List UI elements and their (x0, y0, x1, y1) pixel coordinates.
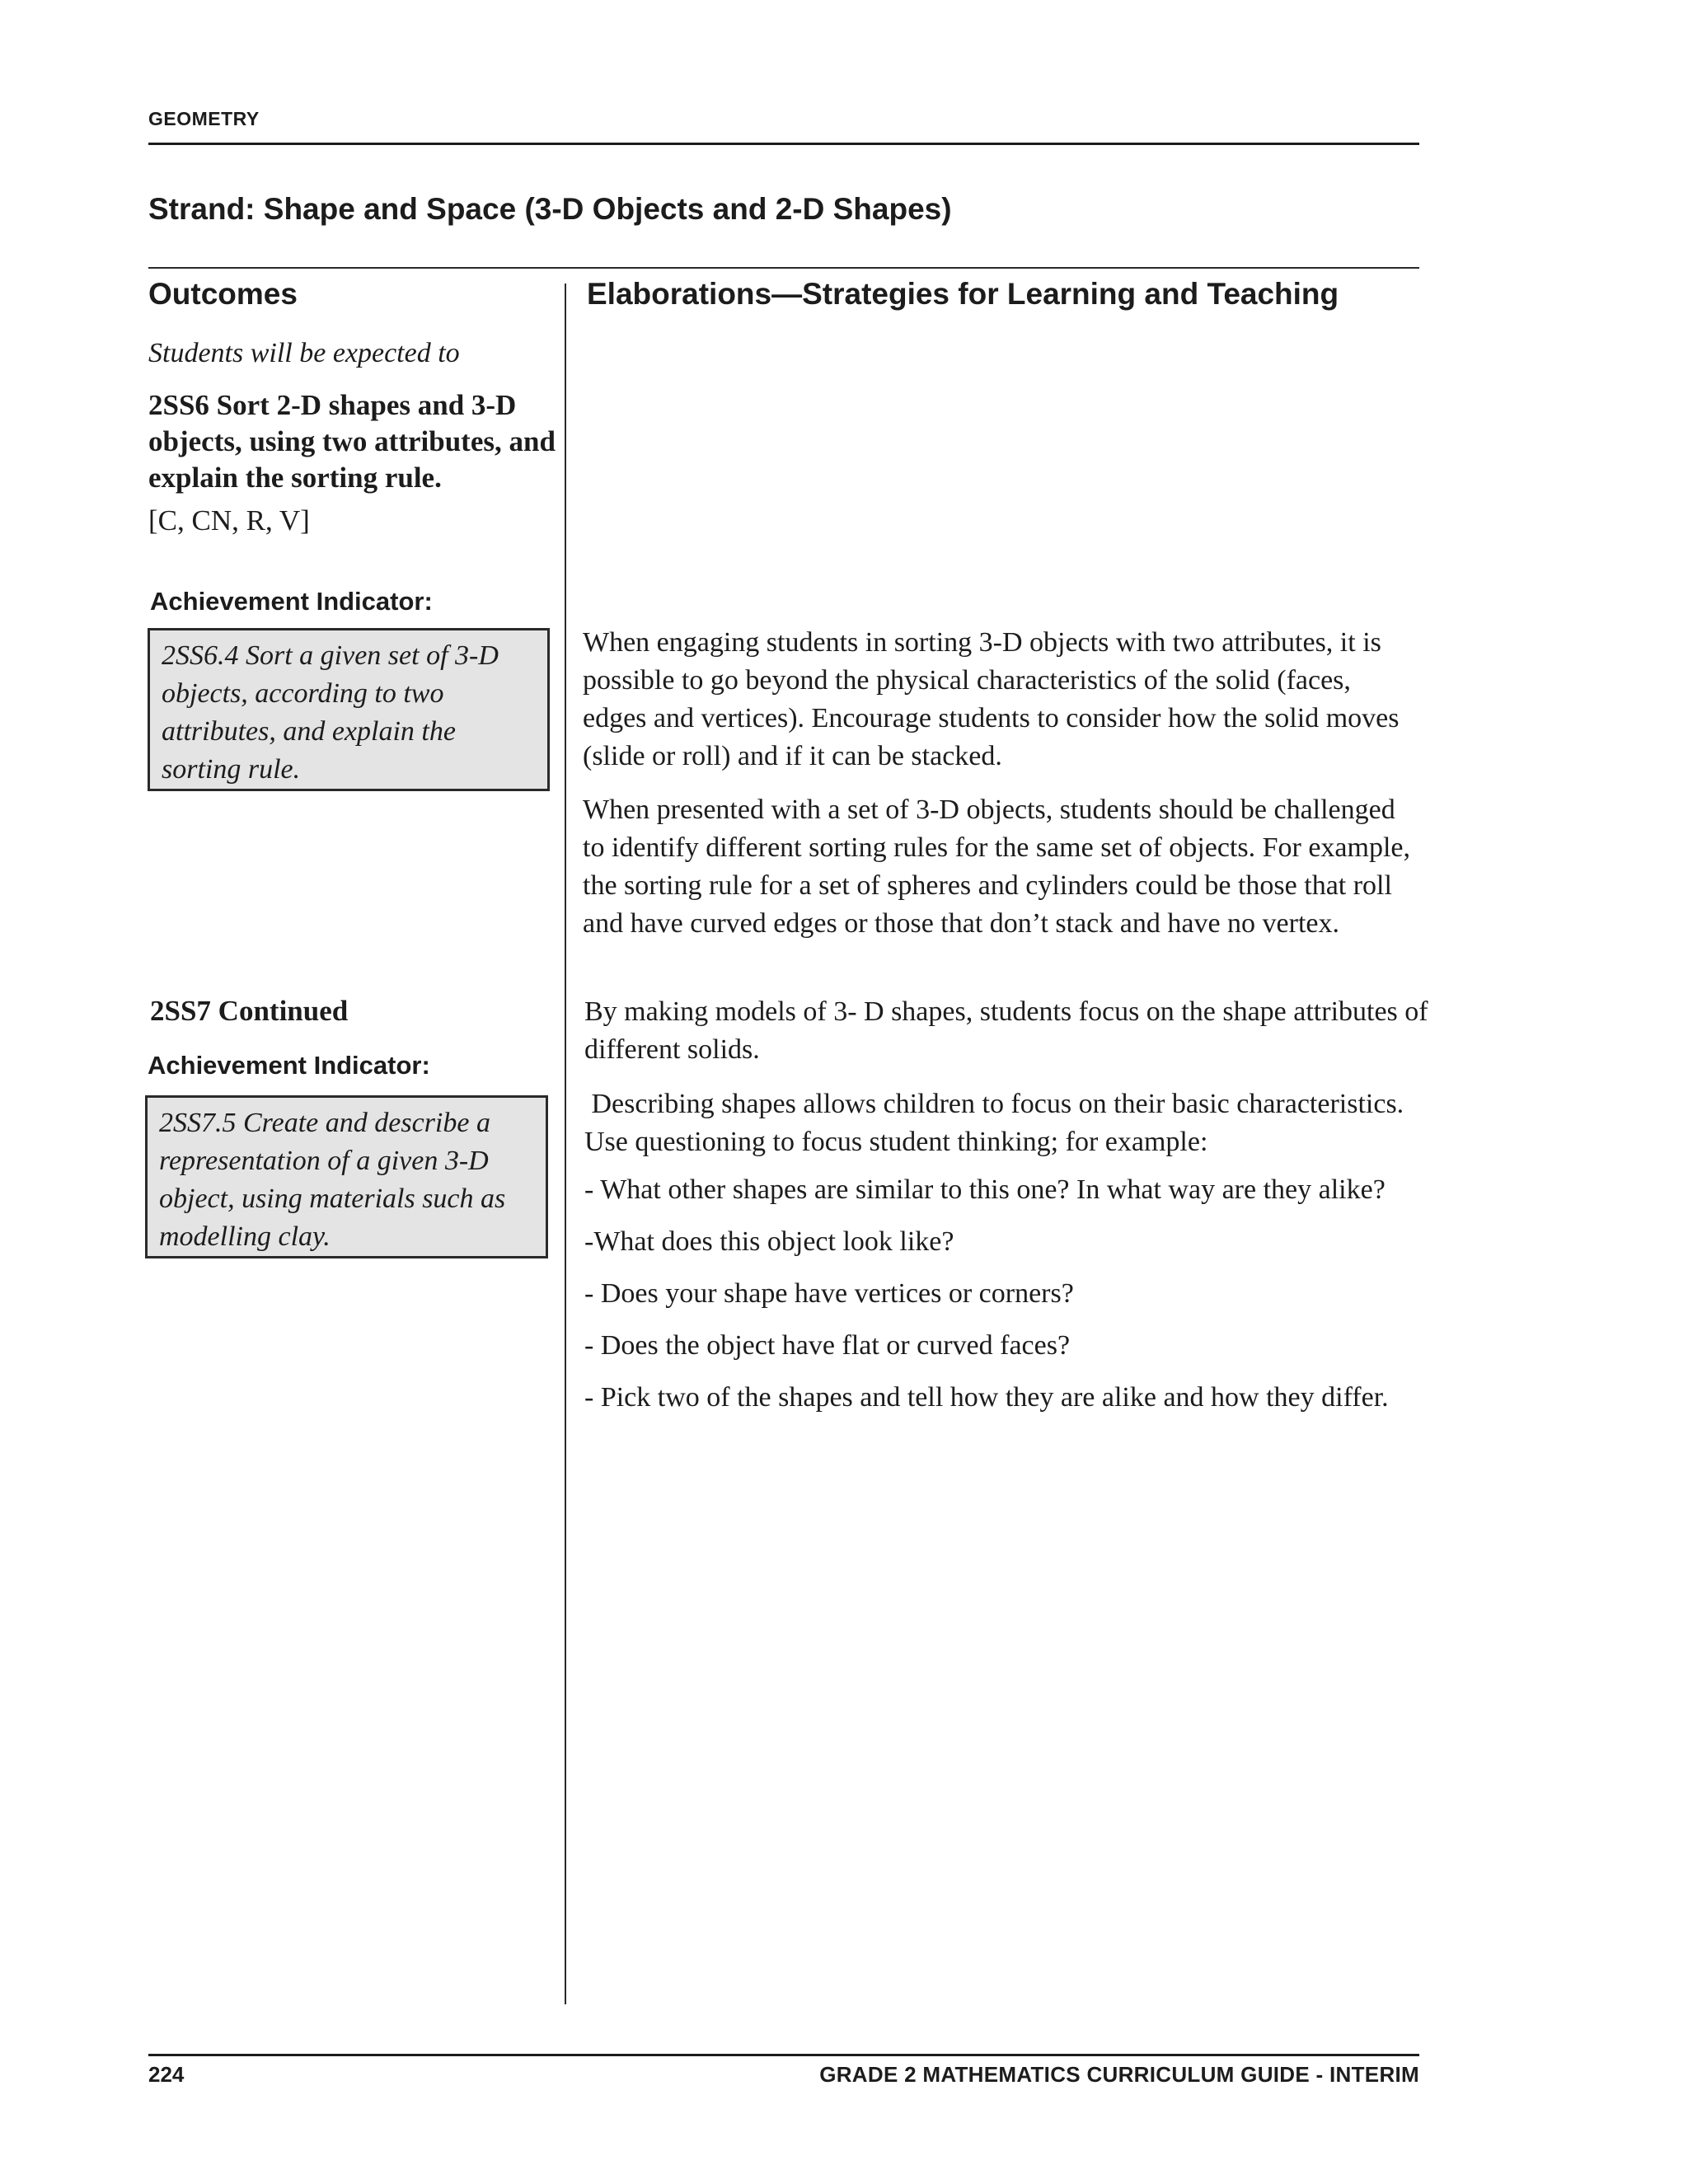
achievement-indicator-text: 2SS7.5 Create and describe a representation of a given 3-D object, using materials such as modelling clay. (159, 1108, 506, 1252)
column-header-rule (148, 267, 1419, 269)
section-label: GEOMETRY (148, 108, 260, 129)
continued-outcome-label: 2SS7 Continued (150, 995, 349, 1027)
outcomes-heading: Outcomes (148, 277, 298, 311)
footer-title: GRADE 2 MATHEMATICS CURRICULUM GUIDE - INTERIM (819, 2062, 1419, 2087)
question-prompt: - Does your shape have vertices or corners? (584, 1278, 1074, 1309)
elaboration-paragraph: When engaging students in sorting 3-D objects with two attributes, it is possible to go beyond the physical characteristics of the solid (faces, edges and vertices). Encourage students to consider how the solid moves (slide or roll) and if it can be stacked. (583, 627, 1400, 771)
strand-title: Strand: Shape and Space (3-D Objects and 2-D Shapes) (148, 192, 952, 226)
column-divider (565, 284, 566, 2004)
header-rule (148, 143, 1419, 145)
footer-rule (148, 2054, 1419, 2056)
elaboration-paragraph: By making models of 3- D shapes, students focus on the shape attributes of different solids. (584, 996, 1428, 1065)
elaboration-paragraph: Describing shapes allows children to focus on their basic characteristics. Use questioning to focus student thinking; for example: (584, 1089, 1411, 1157)
achievement-indicator-label: Achievement Indicator: (150, 587, 433, 616)
process-codes: [C, CN, R, V] (148, 504, 310, 537)
elaborations-heading: Elaborations—Strategies for Learning and Teaching (587, 277, 1339, 311)
question-prompt: -What does this object look like? (584, 1226, 954, 1257)
achievement-indicator-label: Achievement Indicator: (148, 1051, 430, 1080)
page-number: 224 (148, 2062, 185, 2087)
elaboration-paragraph: When presented with a set of 3-D objects, students should be challenged to identify different sorting rules for the same set of objects. For example, the sorting rule for a set of spheres and cylinders could be those that roll and have curved edges or those that don’t stack and have no vertex. (583, 794, 1410, 939)
achievement-indicator-box (145, 1095, 548, 1258)
question-prompt: - Does the object have flat or curved faces? (584, 1330, 1071, 1361)
achievement-indicator-box (148, 628, 550, 791)
question-prompt: - Pick two of the shapes and tell how they are alike and how they differ. (584, 1382, 1389, 1413)
outcome-statement: 2SS6 Sort 2-D shapes and 3-D objects, using two attributes, and explain the sorting rule. (148, 389, 556, 494)
question-prompt: - What other shapes are similar to this one? In what way are they alike? (584, 1174, 1386, 1205)
achievement-indicator-text: 2SS6.4 Sort a given set of 3-D objects, according to two attributes, and explain the sorting rule. (162, 640, 499, 785)
outcomes-intro: Students will be expected to (148, 338, 460, 368)
